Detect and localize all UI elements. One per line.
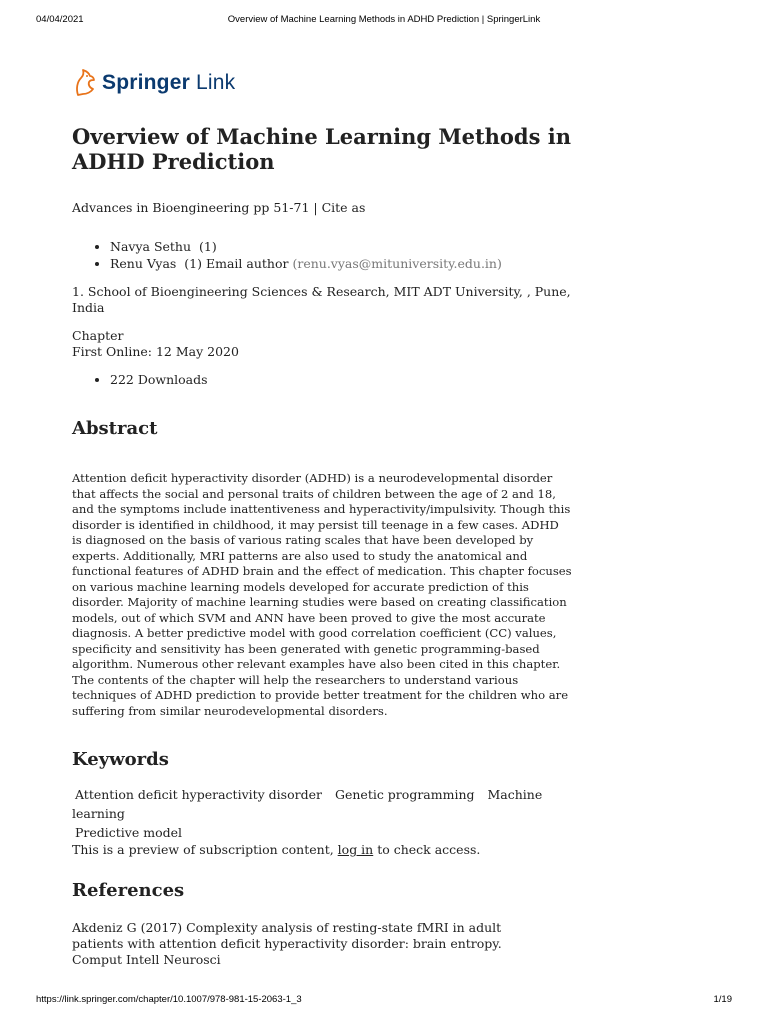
author-list — [110, 238, 572, 272]
abstract-heading: Abstract — [72, 418, 158, 439]
print-footer — [0, 994, 768, 1014]
keywords-heading: Keywords — [72, 749, 169, 770]
logo-wordmark — [102, 71, 235, 95]
print-url: https://link.springer.com/chapter/10.1007/978-981-15-2063-1_3 — [36, 994, 302, 1005]
subscription-preview-notice — [72, 842, 572, 858]
logo-brand-bold: Springer — [102, 71, 190, 94]
reference-item: Akdeniz G (2017) Complexity analysis of resting-state fMRI in adult patients with attention deficit hyperactivity disorder: brain entropy. Comput Intell Neurosci — [72, 920, 502, 967]
author-item — [110, 238, 572, 255]
article-title: Overview of Machine Learning Methods in ADHD Prediction — [72, 124, 571, 174]
metrics-list — [110, 372, 572, 388]
author-email[interactable]: (renu.vyas@mituniversity.edu.in) — [292, 256, 502, 271]
keyword-list — [72, 785, 572, 842]
book-citation-line: Advances in Bioengineering pp 51-71 | Cite as — [72, 200, 366, 215]
logo-brand-light: Link — [189, 71, 236, 94]
print-date: 04/04/2021 — [36, 14, 84, 25]
article-content — [72, 124, 572, 968]
print-page-title: Overview of Machine Learning Methods in ADHD Prediction | SpringerLink — [227, 14, 541, 25]
preview-text-after: to check access. — [373, 842, 481, 857]
keyword-item[interactable]: Predictive model — [75, 825, 183, 840]
keyword-item[interactable]: Machine learning — [72, 787, 543, 821]
downloads-count: • 222 Downloads — [110, 372, 572, 388]
first-online-date: First Online: 12 May 2020 — [72, 344, 239, 359]
content-type: Chapter — [72, 328, 124, 343]
springer-horse-icon — [72, 67, 98, 99]
abstract-text: Attention deficit hyperactivity disorder (ADHD) is a neurodevelopmental disorder that affects the social and personal traits of children between the age of 2 and 18, and the symptoms include inattentiveness and hyperactivity/impulsivity. Though this disorder is identified in childhood, it may persist till teenage in a few cases. ADHD is diagnosed on the basis of various rating scales that have been developed by experts. Additionally, MRI patterns are also used to study the anatomical and functional features of ADHD brain and the effect of medication. This chapter focuses on various machine learning models developed for accurate prediction of this disorder. Majority of machine learning studies were based on creating classification models, out of which SVM and ANN have been proved to give the most accurate diagnosis. A better predictive model with good correlation coefficient (CC) values, specificity and sensitivity has been generated with genetic programming-based algorithm. Numerous other relevant examples have also been cited in this chapter. The contents of the chapter will help the researchers to understand various techniques of ADHD prediction to provide better treatment for the children who are suffering from similar neurodevelopmental disorders. — [72, 471, 572, 718]
preview-text-before: This is a preview of subscription content, — [72, 842, 338, 857]
author-name[interactable]: Renu Vyas — [110, 256, 177, 271]
keyword-item[interactable]: Genetic programming — [334, 787, 475, 802]
springerlink-logo[interactable] — [72, 66, 235, 100]
author-item — [110, 255, 572, 272]
affiliation: 1. School of Bioengineering Sciences & Research, MIT ADT University, , Pune, India — [72, 284, 571, 315]
author-name[interactable]: Navya Sethu — [110, 239, 192, 254]
login-link[interactable]: log in — [337, 842, 374, 857]
author-affil-ref: (1) — [184, 256, 203, 271]
print-page-number: 1/19 — [713, 994, 732, 1005]
keyword-item[interactable]: Attention deficit hyperactivity disorder — [75, 787, 322, 802]
chapter-meta — [72, 328, 572, 360]
references-heading: References — [72, 880, 185, 901]
print-header — [0, 14, 768, 34]
email-author-label[interactable]: Email author — [206, 256, 289, 271]
author-affil-ref: (1) — [198, 239, 217, 254]
